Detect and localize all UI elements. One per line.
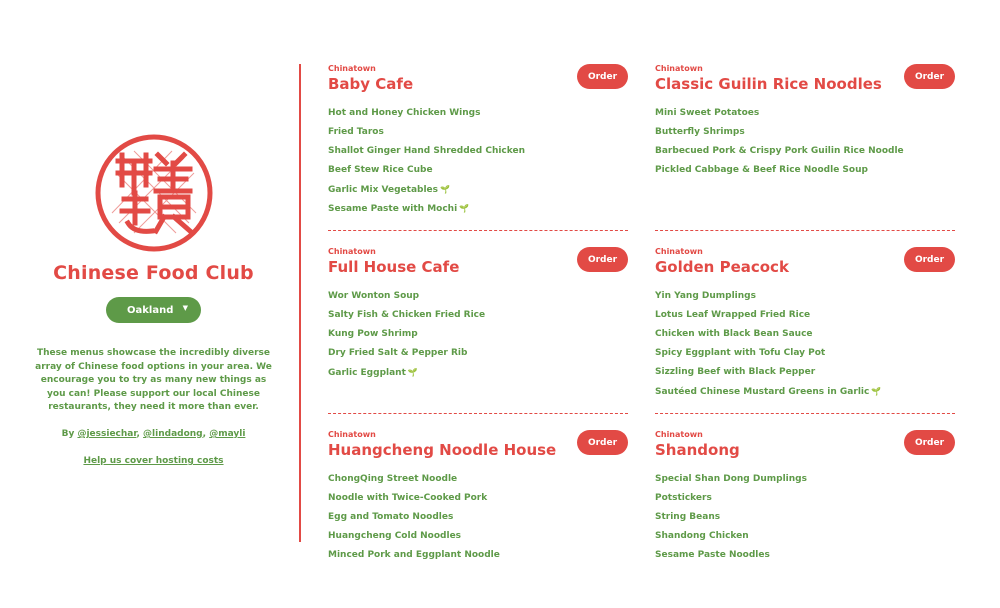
dish-item	[328, 527, 628, 546]
dashed-divider	[328, 230, 628, 231]
order-button[interactable]: Order	[577, 64, 628, 89]
dish-name: Dry Fried Salt & Pepper Rib	[328, 348, 468, 358]
dish-item	[655, 161, 955, 180]
dish-item	[328, 104, 628, 123]
dish-item	[328, 470, 628, 489]
dish-item	[655, 306, 955, 325]
dish-item	[328, 306, 628, 325]
dish-item	[655, 325, 955, 344]
order-button[interactable]: Order	[577, 247, 628, 272]
dish-item	[655, 104, 955, 123]
dish-item	[655, 470, 955, 489]
dish-name: Garlic Eggplant	[328, 368, 406, 378]
dish-item	[655, 287, 955, 306]
dish-item	[655, 546, 955, 565]
author-link[interactable]: @lindadong	[143, 429, 203, 439]
dish-item	[655, 344, 955, 363]
dish-name: Salty Fish & Chicken Fried Rice	[328, 310, 486, 320]
chevron-down-icon: ▼	[182, 304, 188, 312]
dish-item	[655, 382, 955, 401]
dish-name: Sesame Paste with Mochi	[328, 204, 458, 214]
dish-name: Special Shan Dong Dumplings	[655, 474, 807, 484]
dashed-divider	[328, 413, 628, 414]
dish-name: Mini Sweet Potatoes	[655, 108, 760, 118]
dish-item	[328, 363, 628, 382]
dish-list	[655, 470, 955, 565]
vegetarian-sprout-icon: 🌱	[440, 185, 450, 194]
intro-text: These menus showcase the incredibly diverse array of Chinese food options in your area. We encourage you to try as many new things as you can! Please support our local Chinese restaurants, they need it more than ever.	[35, 348, 272, 413]
dish-name: Egg and Tomato Noodles	[328, 512, 454, 522]
dish-name: Chicken with Black Bean Sauce	[655, 329, 813, 339]
author-link[interactable]: @jessiechar	[77, 429, 137, 439]
dish-name: String Beans	[655, 512, 721, 522]
dish-name: Sesame Paste Noodles	[655, 550, 770, 560]
restaurant-name: Full House Cafe	[328, 258, 460, 276]
dish-list	[328, 104, 628, 218]
vegetarian-sprout-icon: 🌱	[459, 204, 470, 213]
restaurant-name: Golden Peacock	[655, 258, 789, 276]
dish-item	[655, 142, 955, 161]
dish-name: Spicy Eggplant with Tofu Clay Pot	[655, 348, 826, 358]
dish-item	[655, 123, 955, 142]
dish-list	[328, 287, 628, 382]
credits: By @jessiechar, @lindadong, @mayli	[61, 429, 246, 439]
credits-prefix: By	[61, 429, 75, 439]
dish-list	[328, 470, 628, 565]
neighborhood-label: Chinatown	[655, 64, 703, 73]
dish-name: Barbecued Pork & Crispy Pork Guilin Rice Noodle	[655, 146, 904, 156]
vertical-divider	[299, 64, 301, 542]
dish-item	[655, 363, 955, 382]
dish-item	[328, 546, 628, 565]
dish-name: Shallot Ginger Hand Shredded Chicken	[328, 146, 526, 156]
vegetarian-sprout-icon: 🌱	[871, 387, 882, 396]
dish-name: Hot and Honey Chicken Wings	[328, 108, 481, 118]
dish-item	[328, 287, 628, 306]
dish-item	[328, 161, 628, 180]
dish-name: ChongQing Street Noodle	[328, 474, 458, 484]
neighborhood-label: Chinatown	[328, 247, 376, 256]
dish-item	[655, 489, 955, 508]
dashed-divider	[655, 230, 955, 231]
city-dropdown-label: Oakland	[127, 304, 174, 316]
dish-name: Sizzling Beef with Black Pepper	[655, 367, 816, 377]
dish-name: Minced Pork and Eggplant Noodle	[328, 550, 500, 560]
dish-item	[328, 199, 628, 218]
club-title: Chinese Food Club	[53, 262, 254, 284]
order-button[interactable]: Order	[577, 430, 628, 455]
dashed-divider	[655, 413, 955, 414]
dish-list	[655, 287, 955, 401]
order-button[interactable]: Order	[904, 64, 955, 89]
dish-item	[328, 489, 628, 508]
dish-name: Potstickers	[655, 493, 712, 503]
dish-item	[328, 180, 628, 199]
dish-name: Yin Yang Dumplings	[655, 291, 756, 301]
dish-name: Kung Pow Shrimp	[328, 329, 418, 339]
dish-name: Butterfly Shrimps	[655, 127, 745, 137]
dish-item	[328, 142, 628, 161]
restaurant-grid	[328, 0, 958, 608]
dish-item	[655, 508, 955, 527]
restaurant-name: Classic Guilin Rice Noodles	[655, 75, 882, 93]
club-logo-icon	[94, 133, 214, 253]
neighborhood-label: Chinatown	[655, 247, 703, 256]
hosting-costs-link[interactable]: Help us cover hosting costs	[83, 456, 224, 466]
dish-item	[328, 508, 628, 527]
dish-name: Sautéed Chinese Mustard Greens in Garlic	[655, 387, 870, 397]
dish-name: Shandong Chicken	[655, 531, 749, 541]
dish-name: Noodle with Twice-Cooked Pork	[328, 493, 488, 503]
dish-name: Garlic Mix Vegetables	[328, 185, 439, 195]
restaurant-name: Baby Cafe	[328, 75, 414, 93]
order-button[interactable]: Order	[904, 430, 955, 455]
hosting-costs	[0, 456, 307, 466]
dish-item	[328, 325, 628, 344]
dish-item	[328, 344, 628, 363]
dish-name: Beef Stew Rice Cube	[328, 165, 433, 175]
dish-item	[328, 123, 628, 142]
order-button[interactable]: Order	[904, 247, 955, 272]
dish-name: Lotus Leaf Wrapped Fried Rice	[655, 310, 811, 320]
dish-name: Huangcheng Cold Noodles	[328, 531, 462, 541]
dish-item	[655, 527, 955, 546]
dish-name: Pickled Cabbage & Beef Rice Noodle Soup	[655, 165, 868, 175]
neighborhood-label: Chinatown	[328, 430, 376, 439]
neighborhood-label: Chinatown	[655, 430, 703, 439]
restaurant-name: Huangcheng Noodle House	[328, 441, 557, 459]
dish-name: Wor Wonton Soup	[328, 291, 420, 301]
restaurant-name: Shandong	[655, 441, 740, 459]
dish-name: Fried Taros	[328, 127, 384, 137]
neighborhood-label: Chinatown	[328, 64, 376, 73]
city-dropdown[interactable]	[106, 297, 201, 323]
dish-list	[655, 104, 955, 180]
author-link[interactable]: @mayli	[209, 429, 246, 439]
sidebar	[0, 0, 300, 608]
vegetarian-sprout-icon: 🌱	[407, 368, 418, 377]
